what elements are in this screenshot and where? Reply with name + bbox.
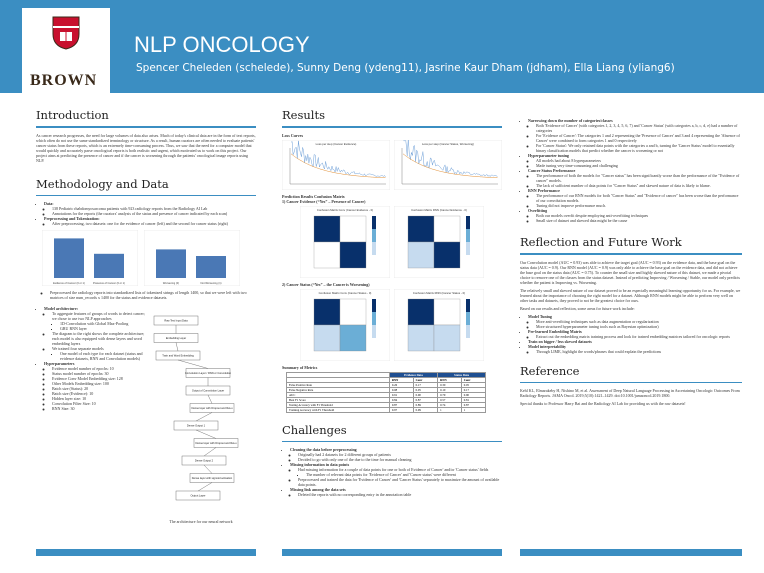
colorbar-segment [372,261,376,268]
list-item: ◦ More structured hyperparameter tuning tools such as Bayesian optimization) [536,324,742,329]
case2-label: 2) Cancer Status (“Yes” – the Cancer is Worsening) [282,281,370,287]
diagram-caption: The architecture for our neural network [169,519,233,524]
diagram-arrow [178,360,208,369]
table-cell: 0.84 [389,397,413,402]
list-item: ◦ The performance of both the models for "Cancer status" has been significantly worse than the performance of the "Evidence of cancer" models. [536,173,742,183]
list-item: • Model Tuning ◦ More anti-overfitting techniques such as data augmentation or regularization ◦ More structured hyperparameter tuning tools such as Bayesian optimization) [528,314,742,329]
table-cell: 0.74 [438,402,462,407]
colorbar-segment [372,242,376,249]
list-item: ◦ For 'Evidence of Cancer': The categories 1 and 2 representing the 'Presence of Cancer' and 3 and 4 representing the 'Absence of Cancer' were combined to form categories 1 and 0 respectively [536,133,742,143]
list-item: ◦ Hidden layer size: 10 [52,396,146,401]
diagram-arrow [204,465,212,474]
list-item: • RNN Performance ◦ The performance of our RNN models for both "Cancer Status" and "Evidence of cancer" has been worse than the performance of our convolution models. ◦ Tuning did not improve performance much. [528,188,742,208]
list-item: ◦ Through LIME, highlight the words/phrases that could explain the predictions [536,349,742,354]
colorbar-segment [466,331,470,338]
column-left [36,108,256,524]
footer-bar [282,549,502,556]
colorbar-segment [372,318,376,325]
thanks-text: Special thanks to Professor Harry Bai and the Radiology AI Lab for providing us with the raw datasets! [520,401,686,406]
chart-frame [394,140,502,190]
colorbar-segment [466,305,470,312]
confusion-matrix-rnn-status [394,289,484,361]
colorbar-segment [466,299,470,306]
divider [282,441,502,443]
colorbar-segment [466,216,470,223]
cm-cell [314,325,340,351]
cm-cell [434,242,460,268]
list-item: ◦ Decided to go with only one of the due to the time for manual cleaning [298,457,502,462]
confusion-matrix-conv-evidence [300,206,390,278]
brown-logo [22,8,110,93]
table-cell: Testing Accuracy with F1 Threshold [287,402,390,407]
challenges-title: Challenges [282,422,347,437]
table-cell: 0.87 [461,402,485,407]
column-right [520,118,742,409]
table-cell: Best F1 Score [287,397,390,402]
colorbar-segment [466,242,470,249]
list-item: ◦ Status model number of epochs: 30 [52,371,146,376]
list-item: ▪ GRU RNN layer [60,326,146,331]
list-item: ◦ Tuning did not improve performance much. [536,203,742,208]
list-item: ▪ One model of each type for each dataset (status and evidence datasets, RNN and Convolution models) [60,351,146,361]
table-cell: 0.30 [438,382,462,387]
table-cell: 0.79 [438,392,462,397]
case1-label: 1) Cancer Evidence (“Yes” – Presence of Cancer) [282,198,366,204]
list-item: ◦ Batch size (Status): 20 [52,386,146,391]
header-banner [0,0,764,93]
table-cell: AUC [287,392,390,397]
bar [196,256,226,278]
diagram-arrow [208,395,212,404]
diagram-arrow [196,430,216,439]
table-group-header: Status Data [438,372,486,377]
poster-authors: Spencer Cheleden (schelede), Sunny Deng (ydeng11), Jasrine Kaur Dham (jdham), Ella Liang (yliang6) [136,62,675,74]
poster-title: NLP ONCOLOGY [134,32,310,57]
list-item: ▪ 1D-Convolution with Global Max-Pooling [60,321,146,326]
challenge-label: Missing link among the data sets [290,487,346,492]
table-col-header: Conv [413,377,438,382]
diagram-node-label: Raw Text Input Data [164,319,188,323]
confusion-matrix-rnn-evidence [394,206,484,278]
table-row [287,407,486,412]
logo-text: BROWN [30,72,98,89]
colorbar-segment [372,222,376,229]
column-middle [282,108,502,497]
cm-cell [314,299,340,325]
reference-text: Kehl KL, Elmarakeby H, Nishino M, et al. Assessment of Deep Natural Language Processing in Ascertaining Oncologic Outcomes From Radiology Reports. JAMA Oncol. 2019;5(10):1421–1429. doi:10.1001/jamaoncol.2019.1800. [520,388,740,398]
colorbar-segment [466,318,470,325]
cm-cell [340,216,366,242]
bar-label: Not Worsening (1) [200,282,222,285]
prep-label: Preprocessing and Tokenization: [44,216,100,221]
colorbar-segment [466,222,470,229]
colorbar-segment [372,331,376,338]
shield-icon [52,16,80,50]
list-item: ◦ Both 'Evidence of Cancer' (with categories 1, 2, 3, 4, 5, 6, 7) and 'Cancer Status' (with categories a, b, c, d, e) had a number of categories [536,123,742,133]
table-cell: 1 [438,407,462,412]
reflection-title: Reflection and Future Work [520,235,682,249]
cm-cell [408,216,434,242]
list-item: • Model interpretability ◦ Through LIME, highlight the words/phrases that could explain the predictions [528,344,742,354]
list-item: ◦ Made tuning very time-consuming and challenging [536,163,742,168]
list-item: • Narrowing down the number of categories/classes ◦ Both 'Evidence of Cancer' (with categories 1, 2, 3, 4, 5, 6, 7) and 'Cancer Status' (with categories a, b, c, d, e) had a number of categories ◦ For 'Evidence of Cancer': The categories 1 and 2 representing the 'Presence of Cancer' and 3 and 4 representing the 'Absence of Cancer' were combined to form categories 1 and 0 respectively ◦ For 'Cancer Status': We only retained data points with the categories a and b, turning the 'Cancer Status' model to essentially binary classification models that predict whether the cancer is worsening or not [528,118,742,153]
reflection-p2: The relatively small and skewed nature of our dataset proved to be an especially meaningful learning opportunity for us. For example, we learned about the importance of choosing the right model for a dataset. Although RNN models might be able to perform very well on other tasks and datasets, they proved to not be the greatest choice for ours. [520,287,741,303]
cm-cell [340,325,366,351]
table-cell: 0.87 [413,397,438,402]
colorbar-segment [466,248,470,255]
chart-title: Confusion Matrix Conv (Cancer Evidence - 0) [316,207,374,212]
table-col-header: RNN [389,377,413,382]
bar-label: Presence of Cancer (0 or 1) [92,282,126,285]
diagram-node-label: Train and Word Embedding [162,354,194,358]
list-item: • Hyperparameter tuning ◦ All models had about 8 hyperparameters ◦ Made tuning very time-consuming and challenging [528,153,742,168]
table-cell: False Positive Rate [287,382,390,387]
list-item: ◦ Other Models Embedding size: 100 [52,381,146,386]
table-cell: 0.05 [461,382,485,387]
diagram-node-label: Dense layer with Dropout and ReLu [191,407,233,410]
colorbar-segment [466,229,470,236]
list-item: • Cancer Status Performance ◦ The performance of both the models for "Cancer status" has been significantly worse than the performance of the "Evidence of cancer" models. ◦ The lack of sufficient number of data points for "Cancer Status" and skewed nature of data is likely to blame. [528,168,742,188]
chart-title: Confusion Matrix Conv (Cancer Status - 0) [318,290,372,295]
list-item: ◦ 138 Pediatric rhabdomyosarcoma patients with 923 radiology reports from the Radiology AI Lab [52,206,256,211]
divider [36,126,256,128]
table-cell: Training Accuracy with F1 Threshold [287,407,390,412]
divider [282,126,502,128]
confusion-matrix-conv-status [300,289,390,361]
footer-bar [36,549,256,556]
table-cell: 1 [461,407,485,412]
reflection-p1: Our Convolution model (AUC = 0.93) was able to achieve the target goal (AUC = 0.93) on the evidence data, and the base goal on the status data (AUC = 0.9). Our RNN model (AUC = 0.9) was only able to achieve the base goal on the evidence data, and did not achieve the base goal on the status data (AUC = 0.75). To counter the small size and highly skewed nature of this dataset, we made a pivotal choice to remove one of the classes from the status dataset. Instead of predicting Improving / Worsening / Stable, our model only predicts whether the patient is Improving vs. Worsening. [520,259,740,285]
chart-title: Loss per step (Cancer Evidence) [315,141,357,146]
colorbar-segment [466,344,470,351]
table-col-header: RNN [438,377,462,382]
table-cell: 0.08 [389,387,413,392]
colorbar-segment [372,299,376,306]
methods-title: Methodology and Data [36,176,169,191]
bar-label: Evidence of Cancer (0 or 1) [53,282,85,285]
cm-cell [408,299,434,325]
table-cell: 0.17 [413,382,438,387]
colorbar-segment [466,325,470,332]
loss-curve-status [394,140,502,190]
bar-label: Worsening (0) [162,282,180,285]
table-cell: 0.10 [438,387,462,392]
table-cell: 0.90 [461,392,485,397]
colorbar-segment [372,235,376,242]
colorbar-segment [466,312,470,319]
list-item: ◦ For 'Cancer Status': We only retained data points with the categories a and b, turning the 'Cancer Status' model to essentially binary classification models that predict whether the cancer is worsening or not [536,143,742,153]
diagram-node-label: Output Layer [190,494,206,498]
list-item: • Pre-learned Embedding Matrix ◦ Extract out the embedding matrix training process and look for trained embedding matrices tailored for oncologic reports [528,329,742,339]
bar-chart-status [144,230,240,286]
challenge-label: Cleaning the data before preprocessing [290,447,357,452]
cm-cell [434,325,460,351]
colorbar-segment [372,255,376,262]
metrics-table [286,372,486,413]
cm-cell [408,325,434,351]
table-group-header: Evidence Data [389,372,437,377]
bar-chart-evidence [42,230,138,286]
table-cell: 0.91 [389,392,413,397]
list-item: ◦ Batch size (Evidence): 10 [52,391,146,396]
bar [54,238,84,278]
list-item: ◦ After preprocessing, two datasets: one for the evidence of cancer (left) and the second for cancer status (right) [52,221,256,226]
table-cell: False Negative Rate [287,387,390,392]
colorbar-segment [372,325,376,332]
bar [156,249,186,278]
data-label: Data: [44,201,54,206]
diagram-node-label: Embedding Layer [165,337,187,340]
table-cell: 0.26 [389,382,413,387]
cm-cell [408,242,434,268]
diagram-node-label: Dense Output 1 [186,424,206,428]
chart-title: Confusion Matrix RNN (Cancer Status - 0) [412,290,466,295]
list-item: ◦ Extract out the embedding matrix training process and look for trained embedding matrices tailored for oncologic reports [536,334,742,339]
list-item: • Overfitting ◦ Both our models overfit despite employing anti-overfitting techniques ◦ Small size of dataset and skewed data might be the cause [528,208,742,223]
colorbar-segment [466,338,470,345]
colorbar-segment [372,216,376,223]
list-item: ◦ Originally had 2 datasets for 2 different groups of patients [298,452,502,457]
table-cell: 0.81 [461,397,485,402]
colorbar-segment [372,305,376,312]
divider [36,195,256,197]
list-item: ◦ Preprocessed and trained the data for 'Evidence of Cancer' and 'Cancer Status' separately to maximize the amount of available data points. [298,477,502,487]
list-item: ◦ All models had about 8 hyperparameters [536,158,742,163]
cm-cell [340,242,366,268]
footer-bar [520,549,742,556]
loss-curve-evidence [282,140,390,190]
list-item: ◦ The performance of our RNN models for both "Cancer Status" and "Evidence of cancer" has been worse than the performance of our convolution models. [536,193,742,203]
table-cell: 0.99 [413,407,438,412]
list-item: ◦ Annotations for the reports (the curators' analysis of the status and presence of cancer indicated by each scan) [52,211,256,216]
list-item: ▪ The number of relevant data points for 'Evidence of Cancer' and 'Cancer status' were different [306,472,502,477]
architecture-diagram [146,312,246,512]
colorbar-segment [372,338,376,345]
confusion-label: Prediction Results Confusion Matrix [282,193,345,199]
bar [94,254,124,278]
list-item: ◦ More anti-overfitting techniques such as data augmentation or regularization [536,319,742,324]
cm-cell [314,242,340,268]
arch-label: Model architecture: [44,306,78,311]
diagram-arrow [204,448,216,457]
list-item: ◦ Evidence Conv Model Embedding size: 128 [52,376,146,381]
colorbar-segment [372,248,376,255]
list-item: We trained four separate models [52,346,104,351]
colorbar-segment [466,261,470,268]
cm-cell [434,299,460,325]
list-item: • Train on bigger / less skewed datasets [528,339,742,344]
diagram-node-label: Dense layer with Dropout and ReLu [195,442,237,445]
hyper-label: Hyperparameters [44,361,75,366]
list-item: ◦ Evidence model number of epochs: 10 [52,366,146,371]
table-cell: 0.05 [413,387,438,392]
cm-cell [340,299,366,325]
reference-title: Reference [520,363,580,378]
table-cell: 0.97 [389,407,413,412]
colorbar-segment [466,255,470,262]
intro-text: As cancer research progresses, the need for large volumes of data also arises. Much of today's clinical data are in the form of text reports, which often do not use the same standardized terminology or structure. As a result, human curators are often needed to evaluate patients' cancer status from these reports, which is an extremely time-consuming process. Thus, we saw that the need for a computer model that would quickly and accurately parse oncological reports is both realistic and urgent, which motivated us to work on this project. Our project aims at predicting the presence of cancer and if the cancer is worsening through the patients' oncological image reports using NLP. [36,132,256,163]
list-item: ◦ The lack of sufficient number of data points for "Cancer Status" and skewed nature of data is likely to blame. [536,183,742,188]
chart-title: Loss per step (Cancer Status, Worsening) [421,141,475,146]
list-item: ◦ Convolution Filter Size: 10 [52,401,146,406]
table-cell: 0.87 [389,402,413,407]
table-cell: 0.57 [438,397,462,402]
diagram-arrow [198,483,212,492]
list-item: Had missing information for a couple of data points for one or both of Evidence of Cancer' and/or 'Cancer status' fields [298,467,489,472]
challenge-label: Missing information in data points [290,462,350,467]
colorbar-segment [372,229,376,236]
list-item: ◦ RNN Size: 30 [52,406,146,411]
diagram-node-label: Convolution Layer / RNN or Convolution [184,372,232,375]
table-col-header: Conv [461,377,485,382]
reflection-p3: Based on our results and reflection, some areas for future work include: [520,305,635,311]
colorbar-segment [372,312,376,319]
list-item: ◦ Small size of dataset and skewed data might be the cause [536,218,742,223]
list-item: To aggregate features of groups of words to detect cancer; we chose to use two NLP approaches [52,311,145,321]
list-item: ◦ Deleted the reports with no corresponding entry in the annotation table [298,492,502,497]
cm-cell [314,216,340,242]
colorbar-segment [466,235,470,242]
divider [520,382,742,384]
intro-title: Introduction [36,108,109,122]
colorbar-segment [372,344,376,351]
diagram-arrow [196,413,212,422]
diagram-node-label: Dense layer with sigmoid activation [191,477,233,480]
results-title: Results [282,108,325,122]
table-cell: 0.89 [413,402,438,407]
summary-label: Summary of Metrics [282,364,318,370]
cm-cell [434,216,460,242]
chart-title: Confusion Matrix RNN (Cancer Evidence - 0) [411,207,467,212]
diagram-node-label: Output of Convolution Layer [191,389,225,393]
list-item: ◦ Both our models overfit despite employing anti-overfitting techniques [536,213,742,218]
list-item: ◦ The diagram to the right shows the complete architecture; each model is also equipped with dense layers and word embedding layers [52,331,146,346]
table-cell: 0.90 [413,392,438,397]
loss-label: Loss Curves [282,132,304,138]
divider [520,253,742,255]
diagram-arrow [176,343,178,352]
table-cell: 0.17 [461,387,485,392]
list-item: ◦ Preprocessed the radiology reports into standardized lists of tokenized strings of length 1400, so that we were left with two matrices of size num_records x 1400 for the status and evidence datasets. [50,290,256,300]
diagram-node-label: Dense Output 2 [194,459,214,463]
